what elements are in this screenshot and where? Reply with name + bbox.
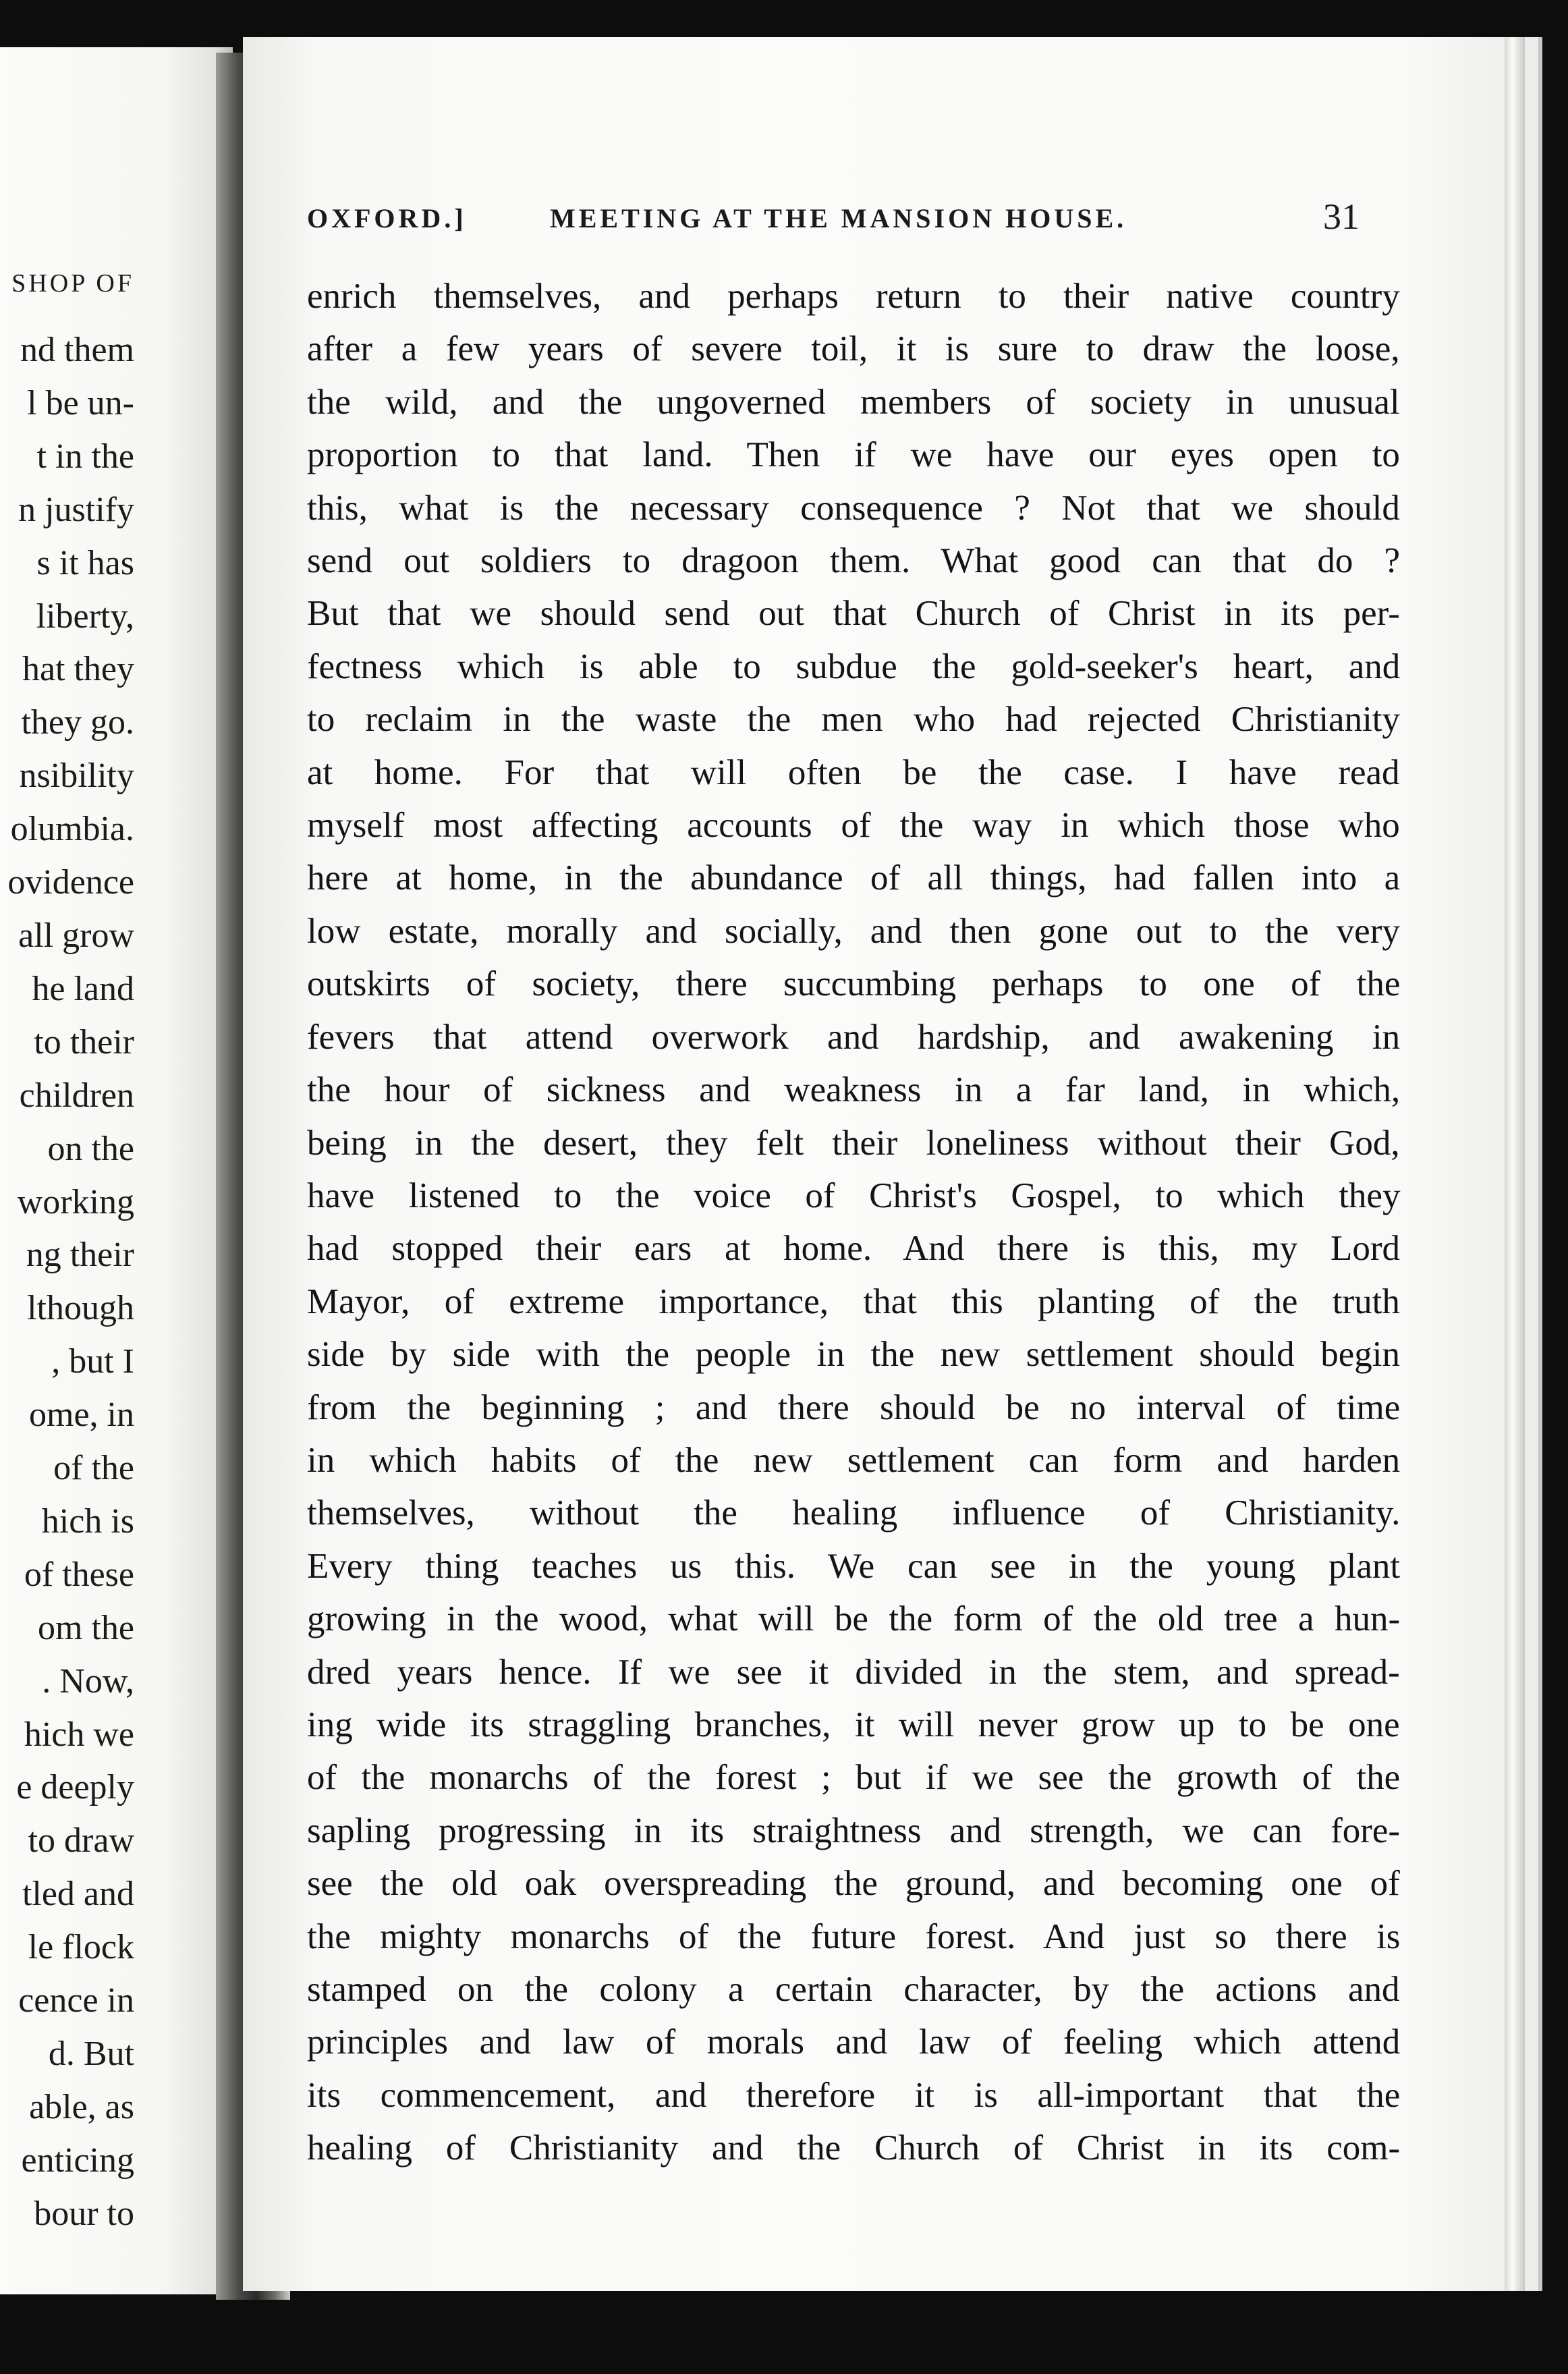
text-line: proportion to that land. Then if we have our eyes open to	[307, 435, 1400, 475]
left-text-line: s it has	[36, 543, 134, 582]
left-text-line: of the	[53, 1449, 134, 1488]
text-line: fectness which is able to subdue the gold-seeker's heart, and	[307, 646, 1401, 686]
text-line: see the old oak overspreading the ground, and becoming one of	[307, 1864, 1400, 1904]
left-text-line: working	[17, 1182, 134, 1221]
running-head-section: OXFORD.]	[307, 203, 467, 233]
left-text-line: hich is	[41, 1501, 134, 1541]
text-line: after a few years of severe toil, it is sure to draw the loose,	[307, 329, 1400, 369]
left-text-line: le flock	[28, 1928, 134, 1967]
left-text-line: cence in	[18, 1981, 134, 2020]
text-line: myself most affecting accounts of the way in which those who	[307, 806, 1400, 846]
text-line: themselves, without the healing influence of Christianity.	[307, 1493, 1401, 1533]
left-text-line: to their	[34, 1022, 134, 1061]
text-line: low estate, morally and socially, and then gone out to the very	[307, 911, 1400, 951]
text-line: Every thing teaches us this. We can see in the young plant	[307, 1546, 1401, 1586]
text-line: in which habits of the new settlement can form and harden	[307, 1440, 1401, 1480]
left-text-line: t in the	[36, 437, 134, 476]
text-line: send out soldiers to dragoon them. What good can that do ?	[307, 541, 1400, 581]
left-text-line: to draw	[28, 1821, 134, 1860]
page-edge	[1505, 37, 1525, 2291]
text-line: principles and law of morals and law of feeling which attend	[307, 2022, 1401, 2062]
text-line: sapling progressing in its straightness and strength, we can fore-	[307, 1811, 1401, 1850]
text-line: had stopped their ears at home. And there is this, my Lord	[307, 1229, 1401, 1269]
left-text-line: children	[19, 1076, 134, 1115]
text-line: this, what is the necessary consequence ? Not that we should	[307, 488, 1400, 528]
left-text-line: lthough	[27, 1289, 134, 1328]
text-line: to reclaim in the waste the men who had rejected Christianity	[307, 700, 1401, 740]
text-line: ing wide its straggling branches, it will never grow up to be one	[307, 1705, 1400, 1744]
text-line: But that we should send out that Church of Christ in its per-	[307, 594, 1400, 634]
left-text-line: nsibility	[19, 756, 134, 796]
left-page	[0, 47, 233, 2294]
running-head	[307, 196, 1360, 243]
left-running-head: SHOP OF	[11, 269, 134, 298]
left-text-line: n justify	[18, 490, 134, 529]
text-line: healing of Christianity and the Church of Christ in its com-	[307, 2128, 1401, 2168]
text-line: of the monarchs of the forest ; but if we see the growth of the	[307, 1758, 1401, 1798]
left-text-line: he land	[32, 969, 134, 1008]
text-line: fevers that attend overwork and hardship, and awakening in	[307, 1017, 1401, 1057]
text-line: dred years hence. If we see it divided in the stem, and spread-	[307, 1652, 1400, 1692]
left-text-line: tled and	[22, 1875, 134, 1914]
left-text-line: l be un-	[27, 383, 134, 422]
left-text-line: ng their	[26, 1236, 134, 1275]
text-line: side by side with the people in the new settlement should begin	[307, 1335, 1400, 1375]
left-text-line: om the	[38, 1608, 134, 1647]
left-text-line: all grow	[18, 916, 134, 955]
text-line: Mayor, of extreme importance, that this planting of the truth	[307, 1281, 1400, 1321]
left-text-line: hat they	[22, 650, 134, 689]
text-line: the wild, and the ungoverned members of society in unusual	[307, 382, 1400, 422]
text-line: enrich themselves, and perhaps return to their native country	[307, 277, 1400, 316]
left-text-line: enticing	[21, 2141, 134, 2180]
text-line: from the beginning ; and there should be no interval of time	[307, 1387, 1401, 1427]
left-text-line: d. But	[48, 2035, 134, 2073]
body-text	[307, 270, 1400, 2175]
left-text-line: able, as	[29, 2087, 134, 2126]
text-line: the mighty monarchs of the future forest. And just so there is	[307, 1916, 1401, 1956]
left-text-line: liberty,	[36, 597, 134, 636]
text-line: here at home, in the abundance of all things, had fallen into a	[307, 858, 1401, 898]
text-line: stamped on the colony a certain character, by the actions and	[307, 1970, 1400, 2009]
text-line: outskirts of society, there succumbing perhaps to one of the	[307, 964, 1401, 1004]
left-text-line: olumbia.	[10, 810, 134, 849]
left-text-line: , but I	[51, 1342, 134, 1381]
left-text-line: on the	[47, 1129, 134, 1168]
left-text-line: of these	[24, 1555, 134, 1594]
left-text-line: hich we	[24, 1715, 134, 1754]
left-text-line: . Now,	[42, 1661, 134, 1701]
left-text-line: nd them	[20, 331, 134, 369]
text-line: being in the desert, they felt their loneliness without their God,	[307, 1123, 1400, 1163]
left-text-line: ome, in	[29, 1396, 134, 1435]
text-line: at home. For that will often be the case. I have read	[307, 752, 1400, 792]
running-head-title: MEETING AT THE MANSION HOUSE.	[550, 203, 1127, 233]
text-line: have listened to the voice of Christ's Gospel, to which they	[307, 1176, 1401, 1215]
left-text-line: e deeply	[16, 1768, 134, 1807]
text-line: growing in the wood, what will be the form of the old tree a hun-	[307, 1599, 1401, 1639]
left-text-line: ovidence	[7, 863, 134, 902]
left-page-text	[7, 324, 134, 2241]
left-text-line: they go.	[21, 703, 134, 742]
page-number: 31	[1323, 196, 1360, 237]
text-line: its commencement, and therefore it is all-important that the	[307, 2075, 1401, 2115]
left-text-line: bour to	[34, 2194, 134, 2233]
text-line: the hour of sickness and weakness in a far land, in which,	[307, 1070, 1401, 1110]
